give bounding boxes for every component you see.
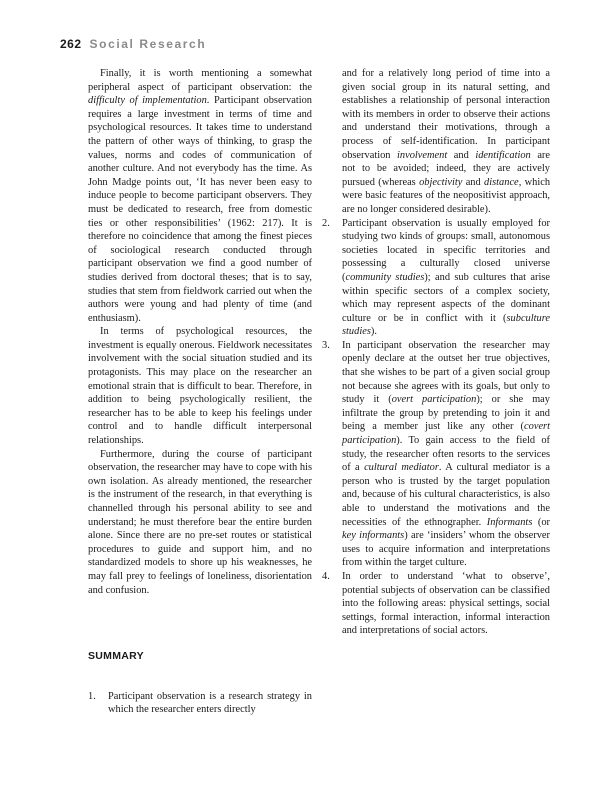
paragraph-psychological: In terms of psychological resources, the investment is equally onerous. Fieldwork necessitates involvement with the social situation studied and its protagonists. This may place on the researcher an emotional strain that is difficult to bear. Therefore, in addition to being psychologically resilient, the researcher has to be able to keep his feelings under control and to handle difficult interpersonal relationships. [88, 326, 312, 447]
summary-item-1-continued: and for a relatively long period of time into a given social group in its natural setting, and establishes a relationship of personal interaction with its members in order to observe their actions and understand their motivations, through a process of self-identification. In participant observation involvement and identification are not to be avoided; indeed, they are actively pursued (whereas objectivity and distance, which were basic features of the neopositivist approach, are no longer considered desirable). [342, 68, 551, 215]
emphasis-community-studies: community studies [345, 271, 425, 283]
right-column [322, 67, 550, 638]
emphasis-identification: identification [475, 149, 531, 161]
emphasis-involvement: involvement [397, 149, 448, 161]
item-number: 4. [322, 570, 330, 582]
emphasis-difficulty: difficulty of implementation [88, 95, 207, 107]
page-number: 262 [60, 37, 82, 51]
summary-item-3: 3. In participant observation the researcher may openly declare at the outset her true objectives, that she wishes to be part of a given social group not because she agrees with its goals, but only to study it (overt participation); or she may infiltrate the group by pretending to join it and being a member just like any other (covert participation). To gain access to the field of study, the researcher often resorts to the services of a cultural mediator. A cultural mediator is a person who is trusted by the target population and, because of his cultural characteristics, is also able to understand the motivations and the necessities of the ethnographer. Informants (or key informants) are ‘insiders’ whom the observer uses to acquire information and interpretations from within the target culture. [322, 339, 551, 569]
emphasis-covert-participation: covert participation [342, 421, 550, 447]
emphasis-distance: distance [484, 176, 519, 188]
emphasis-informants: Informants [486, 516, 533, 528]
emphasis-overt-participation: overt participation [391, 394, 477, 406]
item-number: 3. [322, 339, 330, 351]
item-text: Participant observation is a research strategy in which the researcher enters directly [108, 690, 312, 716]
emphasis-objectivity: objectivity [419, 176, 463, 188]
running-head [60, 37, 206, 51]
paragraph-isolation: Furthermore, during the course of participant observation, the researcher may have to cope with his own isolation. As already mentioned, the researcher is the instrument of the research, in that everything is channelled through his personal ability to see and understand; he must therefore bear the entire burden alone. Since there are no pre-set routes or statistical procedures to guide and support him, and no standardized models to shore up his weaknesses, he may fall prey to feelings of loneliness, disorientation and confusion. [88, 448, 312, 596]
summary-item-1 [88, 690, 312, 717]
emphasis-cultural-mediator: cultural mediator [364, 462, 439, 474]
summary-heading: SUMMARY [88, 650, 144, 663]
left-column [88, 67, 312, 717]
emphasis-subculture-studies: subculture studies [342, 312, 550, 338]
paragraph-implementation: Finally, it is worth mentioning a somewhat peripheral aspect of participant observation: the difficulty of implementation. Participant observation requires a large investment in terms of time and psychological resources. It takes time to understand the pattern of other ways of thinking, to grasp the values, norms and codes of communication of another culture. And not everybody has the time. As John Madge points out, ‘It has never been easy to induce people to become participant observers. They must be dedicated to research, free from domestic ties or other responsibilities’ (1962: 217). It is therefore no coincidence that among the finest pieces of sociological research conducted through participant observation we find a good number of studies derived from doctoral theses; that is to say, studies that stem from fieldwork carried out when the authors were young and had plenty of time (and enthusiasm). [88, 68, 312, 324]
item-number: 1. [88, 690, 96, 702]
emphasis-key-informants: key informants [342, 530, 405, 542]
summary-item-2: 2. Participant observation is usually employed for studying two kinds of groups: small, autonomous societies located in specific territories and possessing a culturally closed universe (community studies); and sub cultures that arise within specific sectors of a complex society, which may represent aspects of the dominant culture or be in conflict with it (subculture studies). [322, 217, 550, 338]
item-number: 2. [322, 217, 330, 229]
running-title: Social Research [89, 37, 207, 51]
summary-item-4: 4. In order to understand ‘what to observe’, potential subjects of observation can be classified into the following areas: physical settings, social settings, formal interaction, informal interaction and interpretations of social actors. [322, 570, 550, 637]
